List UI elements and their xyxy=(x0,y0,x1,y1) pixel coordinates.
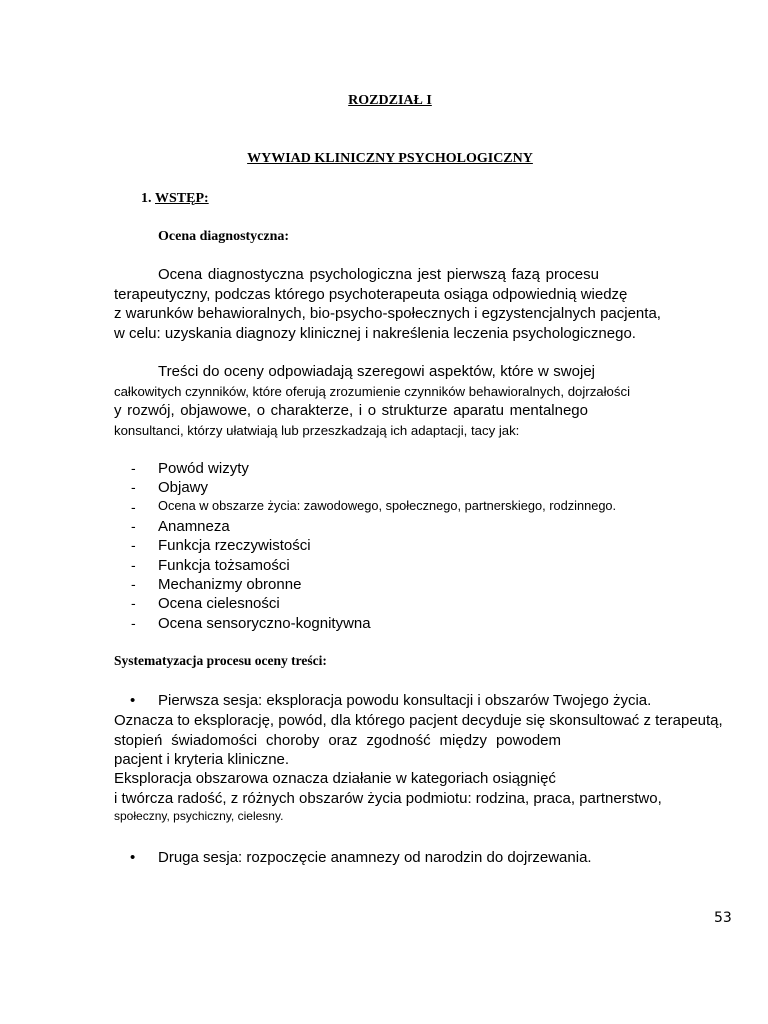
session-item: Pierwsza sesja: eksploracja powodu konsultacji i obszarów Twojego życia. xyxy=(158,692,652,709)
list-item: Anamneza xyxy=(158,518,230,535)
subheading-diagnostic: Ocena diagnostyczna: xyxy=(158,229,290,244)
list-item: Powód wizyty xyxy=(158,460,249,477)
list-item: Ocena sensoryczno-kognitywna xyxy=(158,615,371,632)
page-number: 53 xyxy=(714,910,732,926)
section-title: WSTĘP: xyxy=(155,191,209,206)
page-title: WYWIAD KLINICZNY PSYCHOLOGICZNY xyxy=(247,151,533,166)
paragraph2-line: konsultanci, którzy ułatwiają lub przeszkadzają ich adaptacji, tacy jak: xyxy=(114,423,520,438)
paragraph2-line: y rozwój, objawowe, o charakterze, i o strukturze aparatu mentalnego xyxy=(114,402,588,419)
list-item: Funkcja tożsamości xyxy=(158,557,290,574)
chapter-heading: ROZDZIAŁ I xyxy=(348,93,432,108)
paragraph3-line: społeczny, psychiczny, cielesny. xyxy=(114,809,284,823)
list-marker: - xyxy=(131,615,136,631)
paragraph1-line: Ocena diagnostyczna psychologiczna jest pierwszą fazą procesu xyxy=(158,266,599,283)
paragraph3-line: i twórcza radość, z różnych obszarów życia podmiotu: rodzina, praca, partnerstwo, xyxy=(114,790,662,807)
list-item: Funkcja rzeczywistości xyxy=(158,537,311,554)
paragraph1-line: terapeutyczny, podczas którego psychoterapeuta osiąga odpowiednią wiedzę xyxy=(114,286,628,303)
paragraph2-line: całkowitych czynników, które oferują zrozumienie czynników behawioralnych, dojrzałości xyxy=(114,384,631,399)
list-item: Mechanizmy obronne xyxy=(158,576,302,593)
session-item: Druga sesja: rozpoczęcie anamnezy od narodzin do dojrzewania. xyxy=(158,849,592,866)
paragraph2-line: Treści do oceny odpowiadają szeregowi aspektów, które w swojej xyxy=(158,363,595,380)
list-item: Objawy xyxy=(158,479,209,496)
paragraph3-line: stopień świadomości choroby oraz zgodność między powodem xyxy=(114,732,561,749)
paragraph3-line: Oznacza to eksplorację, powód, dla którego pacjent decyduje się skonsultować z terapeutą, xyxy=(114,712,723,729)
list-marker: - xyxy=(131,557,136,573)
list-marker: - xyxy=(131,537,136,553)
list-marker: - xyxy=(131,479,136,495)
list-marker: - xyxy=(131,576,136,592)
section-heading xyxy=(141,191,253,207)
paragraph1-line: w celu: uzyskania diagnozy klinicznej i nakreślenia leczenia psychologicznego. xyxy=(114,325,636,342)
list-item: Ocena cielesności xyxy=(158,595,280,612)
section-number: 1. xyxy=(141,191,152,206)
bullet-marker: • xyxy=(130,692,136,709)
list-item: Ocena w obszarze życia: zawodowego, społecznego, partnerskiego, rodzinnego. xyxy=(158,498,617,513)
bullet-marker: • xyxy=(130,849,136,866)
subheading-systematization: Systematyzacja procesu oceny treści: xyxy=(114,653,327,668)
list-marker: - xyxy=(131,518,136,534)
list-marker: - xyxy=(131,595,136,611)
list-marker: - xyxy=(131,460,136,476)
paragraph3-line: pacjent i kryteria kliniczne. xyxy=(114,751,290,768)
paragraph1-line: z warunków behawioralnych, bio-psycho-społecznych i egzystencjalnych pacjenta, xyxy=(114,305,661,322)
paragraph3-line: Eksploracja obszarowa oznacza działanie w kategoriach osiągnięć xyxy=(114,770,556,787)
list-marker: - xyxy=(131,499,136,515)
